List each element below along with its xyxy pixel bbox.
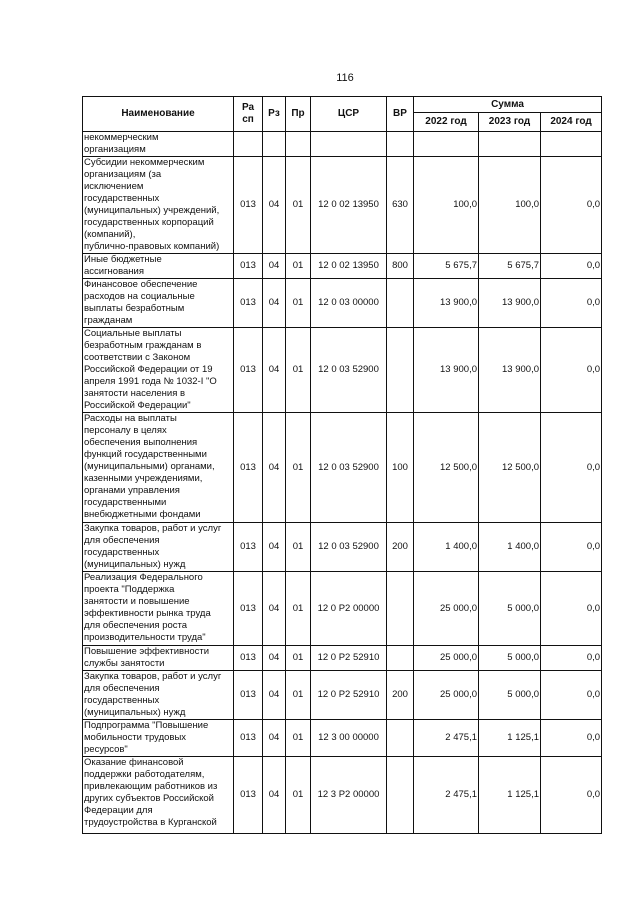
pr-cell: 01 <box>286 646 311 671</box>
rasp-cell: 013 <box>234 757 263 834</box>
csr-cell: 12 0 03 52900 <box>311 413 387 523</box>
sum-2024-cell: 0,0 <box>541 328 602 413</box>
rz-cell: 04 <box>263 157 286 254</box>
table-row <box>83 523 602 572</box>
sum-2022-cell: 1 400,0 <box>414 523 479 572</box>
row-name-cell: Социальные выплаты безработным гражданам в соответствии с Законом Российской Федерации от 19 апреля 1991 года № 1032-I "О занятости населения в Российской Федерации" <box>83 328 234 413</box>
rz-cell: 04 <box>263 757 286 834</box>
header-name: Наименование <box>83 97 234 132</box>
pr-cell: 01 <box>286 572 311 646</box>
sum-2022-cell: 5 675,7 <box>414 254 479 279</box>
row-name-cell: Расходы на выплаты персоналу в целях обеспечения выполнения функций государственными (муниципальными) органами, казенными учреждениями, органами управления государственными внебюджетными фондами <box>83 413 234 523</box>
table-row <box>83 132 602 157</box>
header-row-top <box>83 97 602 113</box>
header-year-2022: 2022 год <box>414 113 479 132</box>
rz-cell: 04 <box>263 279 286 328</box>
row-name-cell: Субсидии некоммерческим организациям (за исключением государственных (муниципальных) учреждений, государственных корпораций (компаний), публично-правовых компаний) <box>83 157 234 254</box>
csr-cell: 12 3 00 00000 <box>311 720 387 757</box>
table-row <box>83 757 602 834</box>
sum-2023-cell: 12 500,0 <box>479 413 541 523</box>
pr-cell: 01 <box>286 523 311 572</box>
rz-cell: 04 <box>263 572 286 646</box>
pr-cell: 01 <box>286 279 311 328</box>
sum-2023-cell: 5 675,7 <box>479 254 541 279</box>
sum-2023-cell <box>479 132 541 157</box>
rasp-cell: 013 <box>234 572 263 646</box>
sum-2024-cell <box>541 132 602 157</box>
sum-2024-cell: 0,0 <box>541 671 602 720</box>
vr-cell <box>387 646 414 671</box>
vr-cell <box>387 132 414 157</box>
rz-cell: 04 <box>263 254 286 279</box>
header-rz: Рз <box>263 97 286 132</box>
sum-2023-cell: 1 125,1 <box>479 757 541 834</box>
rz-cell: 04 <box>263 523 286 572</box>
rasp-cell: 013 <box>234 413 263 523</box>
vr-cell <box>387 572 414 646</box>
vr-cell <box>387 757 414 834</box>
row-name-cell: Закупка товаров, работ и услуг для обеспечения государственных (муниципальных) нужд <box>83 671 234 720</box>
vr-cell <box>387 720 414 757</box>
sum-2022-cell <box>414 132 479 157</box>
rasp-cell: 013 <box>234 254 263 279</box>
sum-2024-cell: 0,0 <box>541 720 602 757</box>
sum-2024-cell: 0,0 <box>541 572 602 646</box>
csr-cell: 12 0 02 13950 <box>311 254 387 279</box>
sum-2022-cell: 13 900,0 <box>414 279 479 328</box>
sum-2023-cell: 5 000,0 <box>479 671 541 720</box>
csr-cell: 12 3 P2 00000 <box>311 757 387 834</box>
header-csr: ЦСР <box>311 97 387 132</box>
budget-table <box>82 96 602 834</box>
sum-2022-cell: 100,0 <box>414 157 479 254</box>
header-year-2024: 2024 год <box>541 113 602 132</box>
header-pr: Пр <box>286 97 311 132</box>
header-vr: ВР <box>387 97 414 132</box>
sum-2022-cell: 25 000,0 <box>414 572 479 646</box>
rz-cell: 04 <box>263 328 286 413</box>
row-name-cell: некоммерческим организациям <box>83 132 234 157</box>
csr-cell: 12 0 03 52900 <box>311 523 387 572</box>
vr-cell <box>387 279 414 328</box>
csr-cell: 12 0 P2 52910 <box>311 671 387 720</box>
page-number: 116 <box>336 72 354 84</box>
sum-2023-cell: 1 400,0 <box>479 523 541 572</box>
sum-2023-cell: 5 000,0 <box>479 572 541 646</box>
table-header <box>83 97 602 132</box>
sum-2023-cell: 100,0 <box>479 157 541 254</box>
rasp-cell: 013 <box>234 671 263 720</box>
sum-2023-cell: 13 900,0 <box>479 328 541 413</box>
sum-2022-cell: 25 000,0 <box>414 646 479 671</box>
sum-2024-cell: 0,0 <box>541 279 602 328</box>
sum-2023-cell: 13 900,0 <box>479 279 541 328</box>
sum-2024-cell: 0,0 <box>541 646 602 671</box>
vr-cell: 800 <box>387 254 414 279</box>
pr-cell: 01 <box>286 254 311 279</box>
sum-2024-cell: 0,0 <box>541 254 602 279</box>
vr-cell: 200 <box>387 671 414 720</box>
sum-2024-cell: 0,0 <box>541 523 602 572</box>
sum-2022-cell: 2 475,1 <box>414 757 479 834</box>
rasp-cell: 013 <box>234 720 263 757</box>
rasp-cell <box>234 132 263 157</box>
row-name-cell: Финансовое обеспечение расходов на социальные выплаты безработным гражданам <box>83 279 234 328</box>
row-name-cell: Подпрограмма "Повышение мобильности трудовых ресурсов" <box>83 720 234 757</box>
header-sum: Сумма <box>414 97 602 113</box>
sum-2023-cell: 1 125,1 <box>479 720 541 757</box>
sum-2022-cell: 13 900,0 <box>414 328 479 413</box>
rz-cell: 04 <box>263 671 286 720</box>
csr-cell: 12 0 02 13950 <box>311 157 387 254</box>
sum-2023-cell: 5 000,0 <box>479 646 541 671</box>
csr-cell <box>311 132 387 157</box>
header-rasp: Ра сп <box>234 97 263 132</box>
rasp-cell: 013 <box>234 523 263 572</box>
pr-cell <box>286 132 311 157</box>
vr-cell: 200 <box>387 523 414 572</box>
pr-cell: 01 <box>286 413 311 523</box>
row-name-cell: Закупка товаров, работ и услуг для обеспечения государственных (муниципальных) нужд <box>83 523 234 572</box>
vr-cell <box>387 328 414 413</box>
rz-cell: 04 <box>263 646 286 671</box>
table-row <box>83 720 602 757</box>
table-row <box>83 328 602 413</box>
pr-cell: 01 <box>286 720 311 757</box>
csr-cell: 12 0 03 52900 <box>311 328 387 413</box>
table-row <box>83 413 602 523</box>
vr-cell: 630 <box>387 157 414 254</box>
csr-cell: 12 0 P2 52910 <box>311 646 387 671</box>
rasp-cell: 013 <box>234 157 263 254</box>
pr-cell: 01 <box>286 157 311 254</box>
table-row <box>83 157 602 254</box>
table-row <box>83 279 602 328</box>
sum-2024-cell: 0,0 <box>541 757 602 834</box>
row-name-cell: Оказание финансовой поддержки работодателям, привлекающим работников из других субъектов Российской Федерации для трудоустройства в Курганской <box>83 757 234 834</box>
pr-cell: 01 <box>286 757 311 834</box>
rz-cell: 04 <box>263 413 286 523</box>
rasp-cell: 013 <box>234 279 263 328</box>
sum-2024-cell: 0,0 <box>541 413 602 523</box>
row-name-cell: Реализация Федерального проекта "Поддержка занятости и повышение эффективности рынка труда для обеспечения роста производительности труда" <box>83 572 234 646</box>
rasp-cell: 013 <box>234 328 263 413</box>
budget-table-body <box>83 132 602 834</box>
table-row <box>83 646 602 671</box>
table-row <box>83 254 602 279</box>
table-row <box>83 572 602 646</box>
pr-cell: 01 <box>286 671 311 720</box>
sum-2024-cell: 0,0 <box>541 157 602 254</box>
rasp-cell: 013 <box>234 646 263 671</box>
sum-2022-cell: 12 500,0 <box>414 413 479 523</box>
row-name-cell: Повышение эффективности службы занятости <box>83 646 234 671</box>
csr-cell: 12 0 P2 00000 <box>311 572 387 646</box>
pr-cell: 01 <box>286 328 311 413</box>
sum-2022-cell: 25 000,0 <box>414 671 479 720</box>
table-row <box>83 671 602 720</box>
rz-cell: 04 <box>263 720 286 757</box>
header-year-2023: 2023 год <box>479 113 541 132</box>
csr-cell: 12 0 03 00000 <box>311 279 387 328</box>
rz-cell <box>263 132 286 157</box>
row-name-cell: Иные бюджетные ассигнования <box>83 254 234 279</box>
vr-cell: 100 <box>387 413 414 523</box>
sum-2022-cell: 2 475,1 <box>414 720 479 757</box>
